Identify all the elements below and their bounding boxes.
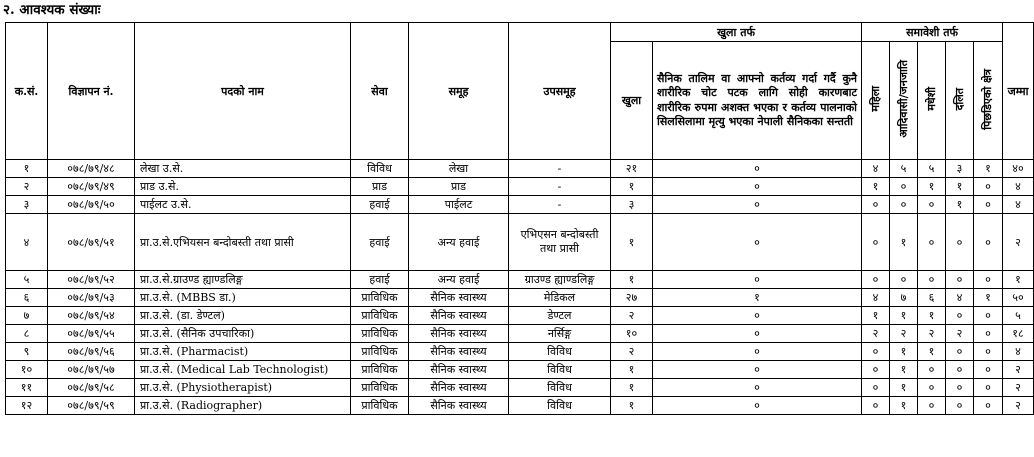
ad-no-cell: ०७८/७९/५९ — [48, 397, 135, 415]
open-cell: १ — [611, 178, 653, 196]
madhesi-cell: ० — [918, 271, 946, 289]
post-cell: लेखा उ.से. — [135, 160, 351, 178]
header-post: पदको नाम — [135, 23, 351, 160]
backward-cell: ० — [974, 196, 1003, 214]
header-open: खुला — [611, 42, 653, 160]
sn-cell: २ — [6, 178, 48, 196]
header-martyr-children: सैनिक तालिम वा आफ्नो कर्तव्य गर्दा गर्दै कुनै शारीरिक चोट पटक लागि सोही कारणबाट शारीरिक रुपमा अशक्त भएका र कर्तव्य पालनाको सिलसिलामा मृत्यु भएका नेपाली सैनिकका सन्तती — [653, 42, 862, 160]
open-cell: २१ — [611, 160, 653, 178]
service-cell: प्राविधिक — [351, 397, 409, 415]
sn-cell: ९ — [6, 343, 48, 361]
group-cell: अन्य हवाई — [409, 271, 509, 289]
indigenous-cell: ७ — [890, 289, 918, 307]
sn-cell: १२ — [6, 397, 48, 415]
header-madhesi: मधेशी — [924, 87, 938, 111]
women-cell: ४ — [862, 160, 890, 178]
subgroup-cell: - — [509, 160, 611, 178]
backward-cell: ० — [974, 271, 1003, 289]
women-cell: ० — [862, 343, 890, 361]
ad-no-cell: ०७८/७९/५३ — [48, 289, 135, 307]
martyr-children-cell: ० — [653, 379, 862, 397]
ad-no-cell: ०७८/७९/५४ — [48, 307, 135, 325]
group-cell: पाईलट — [409, 196, 509, 214]
header-indigenous: आदिवासी/जनजाति — [896, 60, 910, 138]
open-cell: १ — [611, 379, 653, 397]
dalit-cell: ० — [946, 397, 974, 415]
women-cell: १ — [862, 178, 890, 196]
sn-cell: ६ — [6, 289, 48, 307]
vacancy-table — [5, 22, 1034, 415]
indigenous-cell: ० — [890, 196, 918, 214]
backward-cell: ० — [974, 361, 1003, 379]
backward-cell: १ — [974, 160, 1003, 178]
dalit-cell: ० — [946, 361, 974, 379]
subgroup-cell: ग्राउण्ड ह्याण्डलिङ्ग — [509, 271, 611, 289]
open-cell: १ — [611, 361, 653, 379]
service-cell: प्राविधिक — [351, 379, 409, 397]
ad-no-cell: ०७८/७९/५५ — [48, 325, 135, 343]
table-row — [6, 307, 1034, 325]
martyr-children-cell: ० — [653, 160, 862, 178]
dalit-cell: ३ — [946, 160, 974, 178]
madhesi-cell: १ — [918, 178, 946, 196]
madhesi-cell: ० — [918, 214, 946, 271]
women-cell: ० — [862, 379, 890, 397]
table-row — [6, 289, 1034, 307]
open-cell: २ — [611, 307, 653, 325]
header-sn: क.सं. — [6, 23, 48, 160]
indigenous-cell: ० — [890, 271, 918, 289]
backward-cell: ० — [974, 397, 1003, 415]
dalit-cell: २ — [946, 325, 974, 343]
martyr-children-cell: ० — [653, 196, 862, 214]
dalit-cell: ० — [946, 271, 974, 289]
dalit-cell: ० — [946, 379, 974, 397]
header-women: महिला — [868, 86, 882, 112]
subgroup-cell: - — [509, 178, 611, 196]
post-cell: प्रा.उ.से. (सैनिक उपचारिका) — [135, 325, 351, 343]
post-cell: प्रा.उ.से. (Physiotherapist) — [135, 379, 351, 397]
post-cell: प्रा.उ.से. (डा. डेण्टल) — [135, 307, 351, 325]
post-cell: प्रा.उ.से. (MBBS डा.) — [135, 289, 351, 307]
post-cell: प्रा.उ.से.ग्राउण्ड ह्याण्डलिङ्ग — [135, 271, 351, 289]
table-row — [6, 325, 1034, 343]
group-cell: सैनिक स्वास्थ्य — [409, 343, 509, 361]
group-cell: सैनिक स्वास्थ्य — [409, 307, 509, 325]
group-cell: सैनिक स्वास्थ्य — [409, 397, 509, 415]
backward-cell: १ — [974, 289, 1003, 307]
dalit-cell: ० — [946, 307, 974, 325]
service-cell: प्राविधिक — [351, 325, 409, 343]
group-cell: सैनिक स्वास्थ्य — [409, 325, 509, 343]
group-cell: लेखा — [409, 160, 509, 178]
backward-cell: ० — [974, 325, 1003, 343]
service-cell: हवाई — [351, 214, 409, 271]
ad-no-cell: ०७८/७९/४९ — [48, 178, 135, 196]
service-cell: प्राविधिक — [351, 361, 409, 379]
madhesi-cell: १ — [918, 343, 946, 361]
open-cell: १ — [611, 397, 653, 415]
women-cell: ० — [862, 397, 890, 415]
dalit-cell: १ — [946, 196, 974, 214]
sn-cell: ८ — [6, 325, 48, 343]
header-open-section: खुला तर्फ — [611, 23, 862, 42]
total-cell: १८ — [1003, 325, 1034, 343]
women-cell: ४ — [862, 289, 890, 307]
service-cell: हवाई — [351, 271, 409, 289]
subgroup-cell: विविध — [509, 397, 611, 415]
total-cell: २ — [1003, 397, 1034, 415]
open-cell: १ — [611, 271, 653, 289]
women-cell: ० — [862, 271, 890, 289]
total-cell: ४० — [1003, 160, 1034, 178]
section-title: २. आवश्यक संख्याः — [3, 2, 101, 18]
martyr-children-cell: ० — [653, 214, 862, 271]
madhesi-cell: ० — [918, 361, 946, 379]
group-cell: सैनिक स्वास्थ्य — [409, 379, 509, 397]
madhesi-cell: ५ — [918, 160, 946, 178]
ad-no-cell: ०७८/७९/५१ — [48, 214, 135, 271]
post-cell: प्राड उ.से. — [135, 178, 351, 196]
women-cell: ० — [862, 196, 890, 214]
sn-cell: १ — [6, 160, 48, 178]
group-cell: सैनिक स्वास्थ्य — [409, 289, 509, 307]
backward-cell: ० — [974, 178, 1003, 196]
service-cell: हवाई — [351, 196, 409, 214]
subgroup-cell: विविध — [509, 361, 611, 379]
backward-cell: ० — [974, 307, 1003, 325]
indigenous-cell: १ — [890, 214, 918, 271]
women-cell: १ — [862, 307, 890, 325]
indigenous-cell: १ — [890, 307, 918, 325]
ad-no-cell: ०७८/७९/५२ — [48, 271, 135, 289]
total-cell: २ — [1003, 379, 1034, 397]
header-total: जम्मा — [1003, 23, 1034, 160]
women-cell: ० — [862, 361, 890, 379]
sn-cell: ४ — [6, 214, 48, 271]
subgroup-cell: विविध — [509, 379, 611, 397]
subgroup-cell: मेडिकल — [509, 289, 611, 307]
open-cell: १ — [611, 214, 653, 271]
martyr-children-cell: ० — [653, 361, 862, 379]
sn-cell: ११ — [6, 379, 48, 397]
open-cell: २ — [611, 343, 653, 361]
sn-cell: १० — [6, 361, 48, 379]
header-dalit: दलित — [952, 87, 966, 111]
indigenous-cell: १ — [890, 379, 918, 397]
post-cell: पाईलट उ.से. — [135, 196, 351, 214]
service-cell: प्राविधिक — [351, 307, 409, 325]
header-subgroup: उपसमूह — [509, 23, 611, 160]
table-row — [6, 160, 1034, 178]
total-cell: २ — [1003, 361, 1034, 379]
indigenous-cell: १ — [890, 397, 918, 415]
indigenous-cell: २ — [890, 325, 918, 343]
backward-cell: ० — [974, 379, 1003, 397]
madhesi-cell: १ — [918, 307, 946, 325]
ad-no-cell: ०७८/७९/५६ — [48, 343, 135, 361]
subgroup-cell: एभिएसन बन्दोबस्ती तथा प्रासी — [509, 214, 611, 271]
madhesi-cell: ० — [918, 397, 946, 415]
subgroup-cell: डेण्टल — [509, 307, 611, 325]
total-cell: ४ — [1003, 343, 1034, 361]
post-cell: प्रा.उ.से. (Medical Lab Technologist) — [135, 361, 351, 379]
women-cell: २ — [862, 325, 890, 343]
open-cell: २७ — [611, 289, 653, 307]
martyr-children-cell: ० — [653, 271, 862, 289]
indigenous-cell: ५ — [890, 160, 918, 178]
indigenous-cell: १ — [890, 361, 918, 379]
martyr-children-cell: ० — [653, 343, 862, 361]
dalit-cell: ० — [946, 343, 974, 361]
table-row — [6, 178, 1034, 196]
dalit-cell: ४ — [946, 289, 974, 307]
group-cell: प्राड — [409, 178, 509, 196]
backward-cell: ० — [974, 343, 1003, 361]
total-cell: ४ — [1003, 178, 1034, 196]
table-row — [6, 361, 1034, 379]
post-cell: प्रा.उ.से.एभियसन बन्दोबस्ती तथा प्रासी — [135, 214, 351, 271]
table-row — [6, 214, 1034, 271]
total-cell: ४ — [1003, 196, 1034, 214]
madhesi-cell: ६ — [918, 289, 946, 307]
indigenous-cell: १ — [890, 343, 918, 361]
table-row — [6, 379, 1034, 397]
martyr-children-cell: ० — [653, 397, 862, 415]
post-cell: प्रा.उ.से. (Pharmacist) — [135, 343, 351, 361]
martyr-children-cell: ० — [653, 178, 862, 196]
ad-no-cell: ०७८/७९/५० — [48, 196, 135, 214]
open-cell: ३ — [611, 196, 653, 214]
indigenous-cell: ० — [890, 178, 918, 196]
header-ad-no: विज्ञापन नं. — [48, 23, 135, 160]
backward-cell: ० — [974, 214, 1003, 271]
group-cell: अन्य हवाई — [409, 214, 509, 271]
madhesi-cell: ० — [918, 379, 946, 397]
subgroup-cell: - — [509, 196, 611, 214]
madhesi-cell: २ — [918, 325, 946, 343]
subgroup-cell: विविध — [509, 343, 611, 361]
sn-cell: ५ — [6, 271, 48, 289]
post-cell: प्रा.उ.से. (Radiographer) — [135, 397, 351, 415]
total-cell: ५० — [1003, 289, 1034, 307]
sn-cell: ३ — [6, 196, 48, 214]
service-cell: प्राड — [351, 178, 409, 196]
table-row — [6, 196, 1034, 214]
total-cell: ५ — [1003, 307, 1034, 325]
service-cell: प्राविधिक — [351, 343, 409, 361]
women-cell: ० — [862, 214, 890, 271]
total-cell: २ — [1003, 214, 1034, 271]
header-backward: पिछडिएको क्षेत्र — [981, 68, 995, 130]
table-row — [6, 343, 1034, 361]
total-cell: १ — [1003, 271, 1034, 289]
table-row — [6, 271, 1034, 289]
service-cell: प्राविधिक — [351, 289, 409, 307]
header-service: सेवा — [351, 23, 409, 160]
table-row — [6, 397, 1034, 415]
service-cell: विविध — [351, 160, 409, 178]
open-cell: १० — [611, 325, 653, 343]
martyr-children-cell: ० — [653, 307, 862, 325]
sn-cell: ७ — [6, 307, 48, 325]
martyr-children-cell: ० — [653, 325, 862, 343]
madhesi-cell: ० — [918, 196, 946, 214]
dalit-cell: ० — [946, 214, 974, 271]
group-cell: सैनिक स्वास्थ्य — [409, 361, 509, 379]
martyr-children-cell: १ — [653, 289, 862, 307]
ad-no-cell: ०७८/७९/४८ — [48, 160, 135, 178]
header-group: समूह — [409, 23, 509, 160]
dalit-cell: १ — [946, 178, 974, 196]
subgroup-cell: नर्सिङ्ग — [509, 325, 611, 343]
ad-no-cell: ०७८/७९/५८ — [48, 379, 135, 397]
ad-no-cell: ०७८/७९/५७ — [48, 361, 135, 379]
header-inclusive-section: समावेशी तर्फ — [862, 23, 1003, 42]
